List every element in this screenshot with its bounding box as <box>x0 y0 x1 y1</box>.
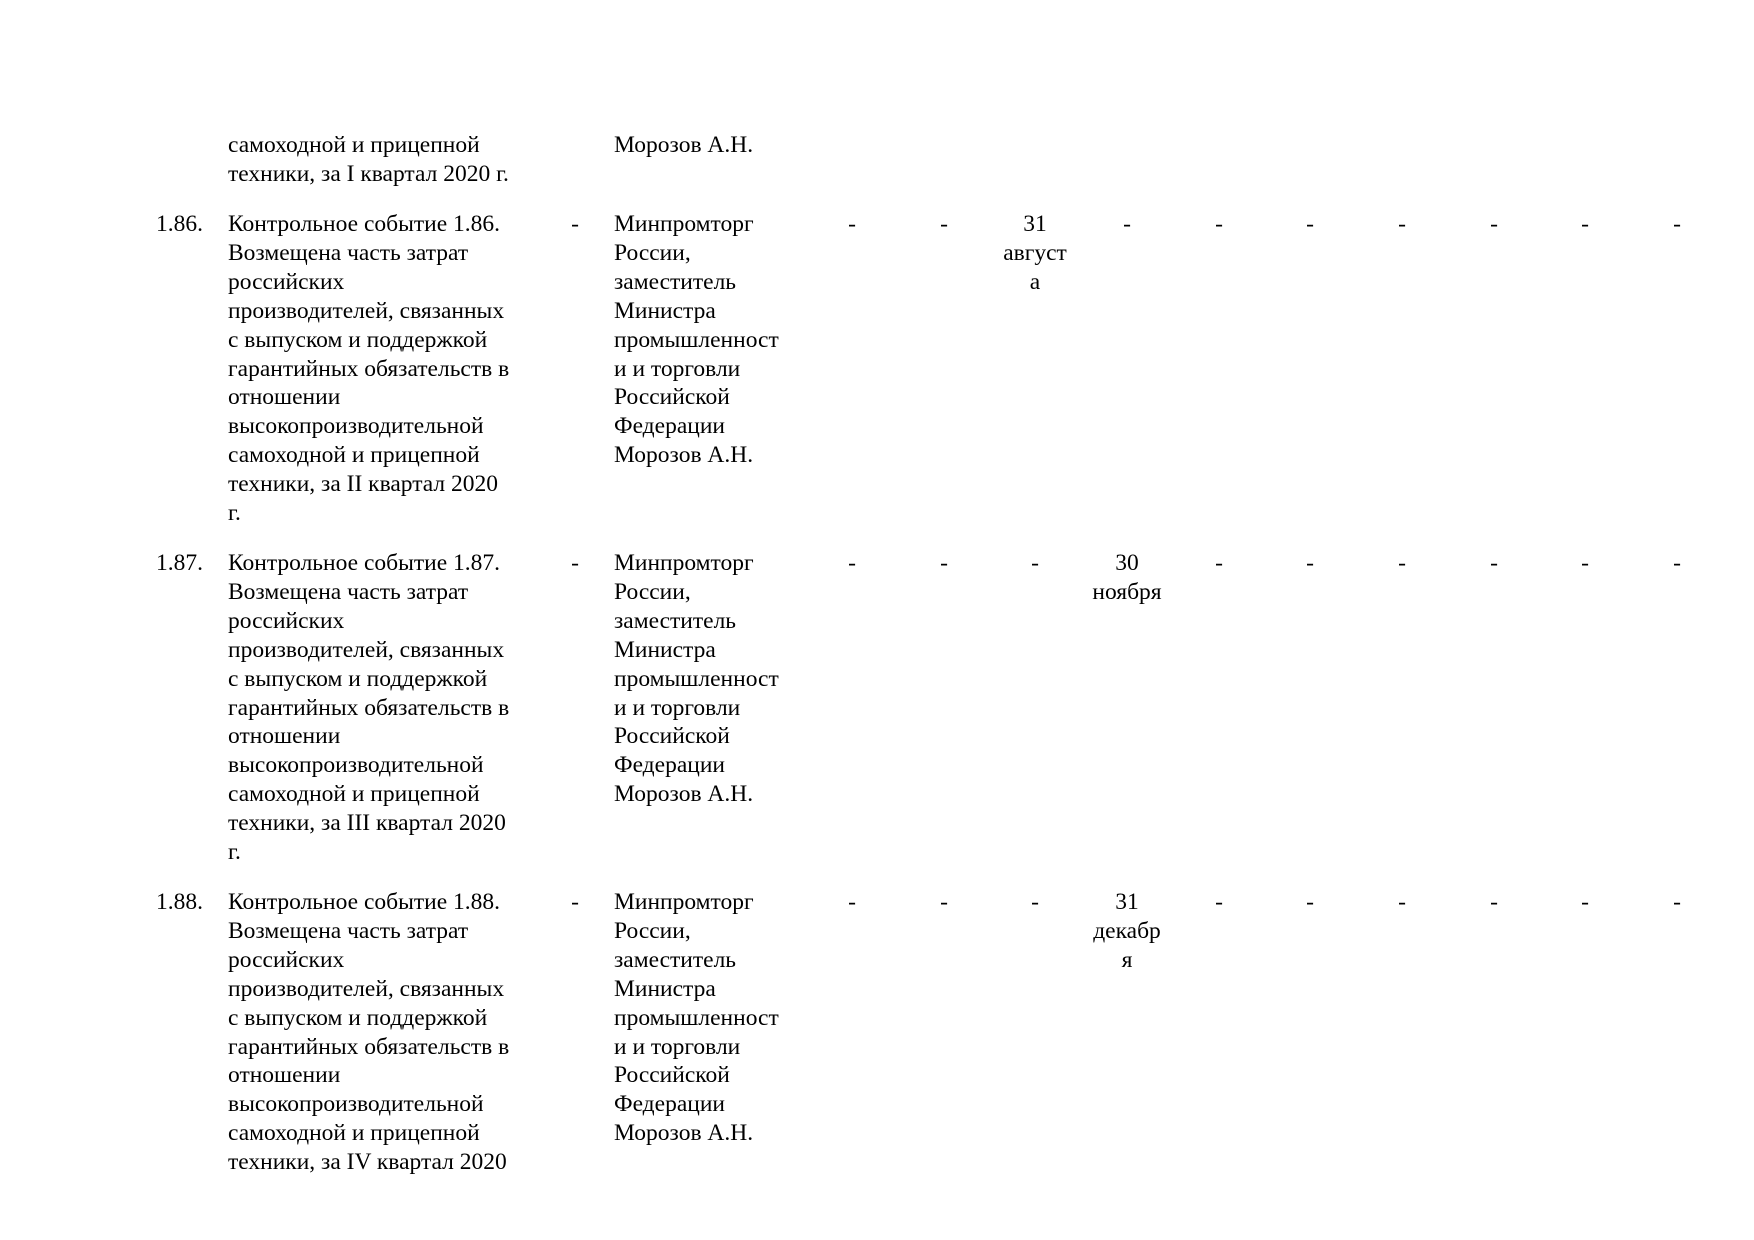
text-line: заместитель <box>614 607 737 634</box>
text-line: Минпромторг <box>614 211 754 237</box>
cell-value: - <box>1673 211 1681 237</box>
date-cell <box>1357 888 1447 917</box>
text-line: высокопроизводительной <box>228 1091 484 1118</box>
text-line: российских <box>228 607 345 634</box>
cell-value: 31 <box>1023 211 1047 237</box>
date-cell <box>1357 549 1447 578</box>
text-line: и и торговли <box>614 694 741 721</box>
date-cell <box>807 888 897 917</box>
text-line: гарантийных обязательств в <box>228 694 510 721</box>
text-line: Контрольное событие 1.88. <box>228 889 501 915</box>
text-line: Возмещена часть затрат <box>228 917 469 944</box>
date-cell <box>1265 210 1355 239</box>
responsible-person <box>614 549 814 809</box>
text-line: отношении <box>228 723 341 750</box>
cell-value: - <box>940 889 948 915</box>
cell-value: - <box>1581 211 1589 237</box>
text-line: техники, за II квартал 2020 <box>228 471 499 498</box>
text-line: Министра <box>614 975 716 1002</box>
cell-value: а <box>1029 268 1041 295</box>
date-cell <box>1265 549 1355 578</box>
cell-value: - <box>848 550 856 576</box>
text-line: производителей, связанных <box>228 975 505 1002</box>
text-line: Контрольное событие 1.87. <box>228 550 501 576</box>
date-cell <box>807 549 897 578</box>
row-number: 1.88. <box>156 889 203 915</box>
cell-value: - <box>848 889 856 915</box>
cell-value: - <box>1306 550 1314 576</box>
text-line: Федерации <box>614 413 725 440</box>
text-line: Министра <box>614 636 716 663</box>
empty-cell: - <box>571 211 579 237</box>
text-line: Минпромторг <box>614 550 754 576</box>
date-cell <box>1082 210 1172 239</box>
text-line: отношении <box>228 384 341 411</box>
cell-value: - <box>1215 889 1223 915</box>
date-cell <box>1449 210 1539 239</box>
cell-value: - <box>1398 889 1406 915</box>
date-cell <box>1265 888 1355 917</box>
text-line: Контрольное событие 1.86. <box>228 211 501 237</box>
cell-value: - <box>1215 550 1223 576</box>
date-cell <box>1449 549 1539 578</box>
text-line: заместитель <box>614 268 737 295</box>
cell-value: 31 <box>1115 889 1139 915</box>
date-cell <box>1632 210 1722 239</box>
empty-cell: - <box>571 889 579 915</box>
text-line: Морозов А.Н. <box>614 132 754 158</box>
text-line: г. <box>228 839 241 866</box>
date-cell <box>1174 549 1264 578</box>
text-line: с выпуском и поддержкой <box>228 1004 488 1031</box>
event-description <box>228 549 538 867</box>
text-line: самоходной и прицепной <box>228 1120 480 1147</box>
cell-value: - <box>1031 550 1039 576</box>
text-line: Возмещена часть затрат <box>228 578 469 605</box>
cell-value: - <box>1031 889 1039 915</box>
text-line: промышленност <box>614 326 779 353</box>
responsible-person <box>614 888 814 1148</box>
text-line: с выпуском и поддержкой <box>228 665 488 692</box>
cell-value: - <box>848 211 856 237</box>
text-line: и и торговли <box>614 355 741 382</box>
date-cell <box>1082 549 1172 607</box>
text-line: российских <box>228 268 345 295</box>
responsible-person <box>614 131 814 160</box>
cell-value: - <box>1123 211 1131 237</box>
row-number: 1.86. <box>156 211 203 237</box>
cell-value: - <box>940 550 948 576</box>
event-description <box>228 210 538 528</box>
text-line: промышленност <box>614 665 779 692</box>
text-line: отношении <box>228 1062 341 1089</box>
text-line: России, <box>614 578 691 605</box>
text-line: самоходной и прицепной <box>228 781 480 808</box>
cell-value: ноября <box>1092 578 1162 605</box>
text-line: производителей, связанных <box>228 636 505 663</box>
cell-value: - <box>1306 211 1314 237</box>
text-line: техники, за III квартал 2020 <box>228 810 506 837</box>
text-line: гарантийных обязательств в <box>228 1033 510 1060</box>
cell-value: - <box>1398 211 1406 237</box>
event-description <box>228 131 538 189</box>
date-cell <box>1632 888 1722 917</box>
date-cell <box>990 549 1080 578</box>
date-cell <box>1632 549 1722 578</box>
text-line: техники, за IV квартал 2020 <box>228 1149 507 1176</box>
cell-value: декабр <box>1093 917 1161 944</box>
cell-value: - <box>1306 889 1314 915</box>
text-line: Минпромторг <box>614 889 754 915</box>
text-line: и и торговли <box>614 1033 741 1060</box>
responsible-person <box>614 210 814 470</box>
text-line: с выпуском и поддержкой <box>228 326 488 353</box>
cell-value: - <box>1581 550 1589 576</box>
date-cell <box>899 888 989 917</box>
date-cell <box>899 210 989 239</box>
date-cell <box>1174 210 1264 239</box>
text-line: Министра <box>614 297 716 324</box>
cell-value: - <box>1581 889 1589 915</box>
text-line: промышленност <box>614 1004 779 1031</box>
date-cell <box>807 210 897 239</box>
cell-value: - <box>1490 211 1498 237</box>
cell-value: август <box>1003 239 1067 266</box>
row-number: 1.87. <box>156 550 203 576</box>
text-line: высокопроизводительной <box>228 752 484 779</box>
cell-value: - <box>940 211 948 237</box>
cell-value: - <box>1490 550 1498 576</box>
text-line: российских <box>228 946 345 973</box>
text-line: Федерации <box>614 752 725 779</box>
date-cell <box>1540 549 1630 578</box>
text-line: Морозов А.Н. <box>614 781 754 808</box>
text-line: Федерации <box>614 1091 725 1118</box>
cell-value: - <box>1673 889 1681 915</box>
cell-value: - <box>1398 550 1406 576</box>
text-line: техники, за I квартал 2020 г. <box>228 160 509 187</box>
date-cell <box>990 210 1080 297</box>
cell-value: - <box>1215 211 1223 237</box>
date-cell <box>1449 888 1539 917</box>
date-cell <box>1540 210 1630 239</box>
cell-value: - <box>1673 550 1681 576</box>
text-line: Российской <box>614 1062 730 1089</box>
text-line: Морозов А.Н. <box>614 442 754 469</box>
cell-value: - <box>1490 889 1498 915</box>
event-description <box>228 888 538 1177</box>
text-line: Российской <box>614 723 730 750</box>
date-cell <box>990 888 1080 917</box>
date-cell <box>1540 888 1630 917</box>
text-line: самоходной и прицепной <box>228 442 480 469</box>
text-line: г. <box>228 500 241 527</box>
text-line: самоходной и прицепной <box>228 132 480 158</box>
text-line: Возмещена часть затрат <box>228 239 469 266</box>
text-line: производителей, связанных <box>228 297 505 324</box>
empty-cell: - <box>571 550 579 576</box>
text-line: Российской <box>614 384 730 411</box>
date-cell <box>1174 888 1264 917</box>
cell-value: я <box>1121 946 1133 973</box>
text-line: заместитель <box>614 946 737 973</box>
text-line: высокопроизводительной <box>228 413 484 440</box>
text-line: гарантийных обязательств в <box>228 355 510 382</box>
text-line: Морозов А.Н. <box>614 1120 754 1147</box>
cell-value: 30 <box>1115 550 1139 576</box>
date-cell <box>1357 210 1447 239</box>
date-cell <box>1082 888 1172 975</box>
date-cell <box>899 549 989 578</box>
text-line: России, <box>614 917 691 944</box>
text-line: России, <box>614 239 691 266</box>
